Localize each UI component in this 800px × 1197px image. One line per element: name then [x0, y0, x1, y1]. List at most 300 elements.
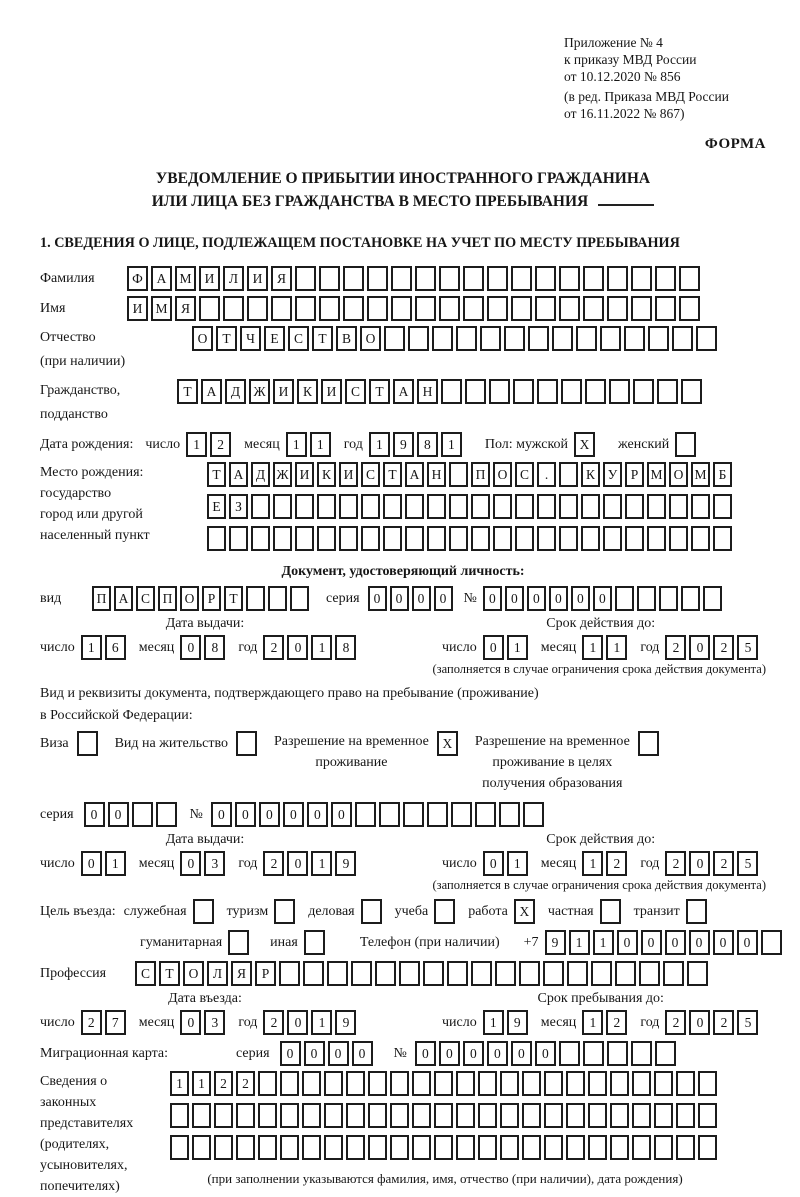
patronymic-char-box[interactable] — [648, 326, 669, 351]
representative-char-box[interactable] — [500, 1071, 519, 1096]
birth-place-char-box[interactable] — [361, 494, 380, 519]
representative-char-box[interactable] — [456, 1103, 475, 1128]
patronymic-char-box[interactable] — [528, 326, 549, 351]
surname-char-box[interactable] — [463, 266, 484, 291]
doc-valid-month-box[interactable]: 1 — [606, 635, 627, 660]
mc-number-box[interactable] — [607, 1041, 628, 1066]
residence-number-box[interactable]: 0 — [235, 802, 256, 827]
doc-kind-char-box[interactable]: А — [114, 586, 133, 611]
birth-place-char-box[interactable] — [339, 494, 358, 519]
given-name-char-box[interactable] — [559, 296, 580, 321]
given-name-char-box[interactable] — [415, 296, 436, 321]
patronymic-char-box[interactable]: Е — [264, 326, 285, 351]
patronymic-char-box[interactable]: С — [288, 326, 309, 351]
representative-char-box[interactable] — [412, 1103, 431, 1128]
representative-char-box[interactable] — [632, 1071, 651, 1096]
birth-place-char-box[interactable]: П — [471, 462, 490, 487]
representative-char-box[interactable] — [412, 1071, 431, 1096]
representative-char-box[interactable] — [676, 1103, 695, 1128]
profession-char-box[interactable]: Р — [255, 961, 276, 986]
representative-char-box[interactable] — [390, 1071, 409, 1096]
patronymic-char-box[interactable] — [696, 326, 717, 351]
representative-char-box[interactable] — [522, 1071, 541, 1096]
given-name-char-box[interactable] — [343, 296, 364, 321]
entry-month-box[interactable]: 3 — [204, 1010, 225, 1035]
representative-char-box[interactable] — [588, 1135, 607, 1160]
entry-year-box[interactable]: 2 — [263, 1010, 284, 1035]
birth-year-box[interactable]: 1 — [369, 432, 390, 457]
birth-place-char-box[interactable] — [559, 526, 578, 551]
given-name-char-box[interactable]: И — [127, 296, 148, 321]
residence-issue-day-box[interactable]: 0 — [81, 851, 102, 876]
citizenship-char-box[interactable] — [657, 379, 678, 404]
doc-kind-char-box[interactable]: Т — [224, 586, 243, 611]
profession-char-box[interactable] — [519, 961, 540, 986]
citizenship-char-box[interactable]: Т — [177, 379, 198, 404]
mc-series-box[interactable]: 0 — [328, 1041, 349, 1066]
doc-number-box[interactable]: 0 — [549, 586, 568, 611]
birth-year-box[interactable]: 1 — [441, 432, 462, 457]
entry-day-box[interactable]: 7 — [105, 1010, 126, 1035]
birth-place-char-box[interactable] — [537, 494, 556, 519]
doc-kind-char-box[interactable]: П — [92, 586, 111, 611]
profession-char-box[interactable] — [351, 961, 372, 986]
birth-place-char-box[interactable]: И — [295, 462, 314, 487]
doc-issue-year-box[interactable]: 2 — [263, 635, 284, 660]
given-name-char-box[interactable] — [607, 296, 628, 321]
surname-char-box[interactable] — [295, 266, 316, 291]
representative-char-box[interactable] — [434, 1135, 453, 1160]
doc-kind-char-box[interactable] — [290, 586, 309, 611]
representative-char-box[interactable] — [214, 1103, 233, 1128]
representative-char-box[interactable] — [588, 1071, 607, 1096]
surname-char-box[interactable]: Ф — [127, 266, 148, 291]
patronymic-char-box[interactable]: Ч — [240, 326, 261, 351]
surname-char-box[interactable] — [511, 266, 532, 291]
citizenship-char-box[interactable] — [537, 379, 558, 404]
doc-issue-month-box[interactable]: 8 — [204, 635, 225, 660]
mc-number-box[interactable] — [583, 1041, 604, 1066]
mc-number-box[interactable]: 0 — [487, 1041, 508, 1066]
birth-place-char-box[interactable] — [295, 494, 314, 519]
representative-char-box[interactable] — [456, 1135, 475, 1160]
phone-digit-box[interactable] — [761, 930, 782, 955]
profession-char-box[interactable] — [303, 961, 324, 986]
edu-residence-checkbox[interactable] — [638, 731, 659, 756]
phone-digit-box[interactable]: 0 — [737, 930, 758, 955]
representative-char-box[interactable] — [390, 1103, 409, 1128]
residence-valid-month-box[interactable]: 2 — [606, 851, 627, 876]
stay-month-box[interactable]: 1 — [582, 1010, 603, 1035]
citizenship-char-box[interactable]: Ж — [249, 379, 270, 404]
doc-issue-year-box[interactable]: 1 — [311, 635, 332, 660]
residence-number-box[interactable] — [427, 802, 448, 827]
stay-year-box[interactable]: 0 — [689, 1010, 710, 1035]
residence-issue-month-box[interactable]: 3 — [204, 851, 225, 876]
doc-valid-day-box[interactable]: 1 — [507, 635, 528, 660]
representative-char-box[interactable] — [522, 1135, 541, 1160]
birth-place-char-box[interactable]: Б — [713, 462, 732, 487]
representative-char-box[interactable] — [412, 1135, 431, 1160]
residence-series-box[interactable]: 0 — [84, 802, 105, 827]
doc-valid-year-box[interactable]: 2 — [665, 635, 686, 660]
birth-place-char-box[interactable] — [493, 526, 512, 551]
patronymic-char-box[interactable]: Т — [216, 326, 237, 351]
purpose-official-checkbox[interactable] — [193, 899, 214, 924]
birth-place-char-box[interactable]: Т — [207, 462, 226, 487]
residence-number-box[interactable]: 0 — [259, 802, 280, 827]
representative-char-box[interactable] — [632, 1103, 651, 1128]
given-name-char-box[interactable] — [463, 296, 484, 321]
stay-year-box[interactable]: 2 — [665, 1010, 686, 1035]
surname-char-box[interactable] — [559, 266, 580, 291]
birth-place-char-box[interactable]: Р — [625, 462, 644, 487]
birth-place-char-box[interactable]: А — [229, 462, 248, 487]
mc-series-box[interactable]: 0 — [352, 1041, 373, 1066]
representative-char-box[interactable] — [302, 1103, 321, 1128]
citizenship-char-box[interactable] — [441, 379, 462, 404]
representative-char-box[interactable] — [368, 1103, 387, 1128]
patronymic-char-box[interactable]: О — [192, 326, 213, 351]
given-name-char-box[interactable] — [679, 296, 700, 321]
doc-number-box[interactable] — [637, 586, 656, 611]
doc-number-box[interactable]: 0 — [505, 586, 524, 611]
doc-issue-day-box[interactable]: 6 — [105, 635, 126, 660]
doc-valid-year-box[interactable]: 2 — [713, 635, 734, 660]
birth-place-char-box[interactable] — [559, 462, 578, 487]
doc-series-box[interactable]: 0 — [390, 586, 409, 611]
doc-number-box[interactable]: 0 — [527, 586, 546, 611]
purpose-study-checkbox[interactable] — [434, 899, 455, 924]
patronymic-char-box[interactable] — [384, 326, 405, 351]
birth-place-char-box[interactable] — [713, 494, 732, 519]
mc-number-box[interactable]: 0 — [415, 1041, 436, 1066]
doc-series-box[interactable]: 0 — [368, 586, 387, 611]
residence-series-box[interactable] — [132, 802, 153, 827]
stay-year-box[interactable]: 5 — [737, 1010, 758, 1035]
citizenship-char-box[interactable]: А — [201, 379, 222, 404]
doc-number-box[interactable] — [659, 586, 678, 611]
patronymic-char-box[interactable]: Т — [312, 326, 333, 351]
residence-valid-year-box[interactable]: 2 — [665, 851, 686, 876]
patronymic-char-box[interactable] — [576, 326, 597, 351]
representative-char-box[interactable]: 2 — [214, 1071, 233, 1096]
representative-char-box[interactable] — [280, 1135, 299, 1160]
residence-issue-day-box[interactable]: 1 — [105, 851, 126, 876]
residence-number-box[interactable] — [379, 802, 400, 827]
profession-char-box[interactable] — [663, 961, 684, 986]
birth-place-char-box[interactable] — [405, 526, 424, 551]
citizenship-char-box[interactable]: И — [321, 379, 342, 404]
birth-place-char-box[interactable] — [603, 494, 622, 519]
representative-char-box[interactable] — [566, 1135, 585, 1160]
given-name-char-box[interactable] — [487, 296, 508, 321]
visa-checkbox[interactable] — [77, 731, 98, 756]
phone-digit-box[interactable]: 9 — [545, 930, 566, 955]
birth-place-char-box[interactable] — [559, 494, 578, 519]
residence-series-box[interactable]: 0 — [108, 802, 129, 827]
profession-char-box[interactable] — [543, 961, 564, 986]
surname-char-box[interactable]: Я — [271, 266, 292, 291]
doc-valid-month-box[interactable]: 1 — [582, 635, 603, 660]
residence-valid-year-box[interactable]: 0 — [689, 851, 710, 876]
birth-year-box[interactable]: 9 — [393, 432, 414, 457]
stay-year-box[interactable]: 2 — [713, 1010, 734, 1035]
birth-place-char-box[interactable]: С — [515, 462, 534, 487]
patronymic-char-box[interactable] — [432, 326, 453, 351]
doc-number-box[interactable]: 0 — [593, 586, 612, 611]
patronymic-char-box[interactable] — [456, 326, 477, 351]
purpose-transit-checkbox[interactable] — [686, 899, 707, 924]
representative-char-box[interactable] — [434, 1071, 453, 1096]
surname-char-box[interactable] — [487, 266, 508, 291]
representative-char-box[interactable] — [214, 1135, 233, 1160]
representative-char-box[interactable] — [698, 1103, 717, 1128]
phone-digit-box[interactable]: 0 — [617, 930, 638, 955]
mc-number-box[interactable] — [559, 1041, 580, 1066]
birth-place-char-box[interactable]: З — [229, 494, 248, 519]
residence-number-box[interactable] — [499, 802, 520, 827]
surname-char-box[interactable] — [607, 266, 628, 291]
patronymic-char-box[interactable]: О — [360, 326, 381, 351]
birth-place-char-box[interactable]: С — [361, 462, 380, 487]
representative-char-box[interactable]: 1 — [170, 1071, 189, 1096]
birth-place-char-box[interactable] — [317, 494, 336, 519]
birth-place-char-box[interactable] — [405, 494, 424, 519]
representative-char-box[interactable] — [478, 1135, 497, 1160]
citizenship-char-box[interactable]: Н — [417, 379, 438, 404]
representative-char-box[interactable] — [566, 1071, 585, 1096]
representative-char-box[interactable] — [346, 1071, 365, 1096]
representative-char-box[interactable] — [544, 1103, 563, 1128]
phone-digit-box[interactable]: 1 — [569, 930, 590, 955]
surname-char-box[interactable]: И — [247, 266, 268, 291]
birth-place-char-box[interactable]: Н — [427, 462, 446, 487]
birth-place-char-box[interactable] — [537, 526, 556, 551]
representative-char-box[interactable] — [544, 1135, 563, 1160]
representative-char-box[interactable] — [676, 1135, 695, 1160]
representative-char-box[interactable] — [522, 1103, 541, 1128]
residence-number-box[interactable] — [475, 802, 496, 827]
patronymic-char-box[interactable]: В — [336, 326, 357, 351]
mc-series-box[interactable]: 0 — [304, 1041, 325, 1066]
representative-char-box[interactable] — [654, 1103, 673, 1128]
birth-place-char-box[interactable]: Д — [251, 462, 270, 487]
profession-char-box[interactable]: С — [135, 961, 156, 986]
representative-char-box[interactable] — [478, 1071, 497, 1096]
doc-kind-char-box[interactable] — [246, 586, 265, 611]
representative-char-box[interactable] — [170, 1103, 189, 1128]
doc-number-box[interactable] — [703, 586, 722, 611]
representative-char-box[interactable] — [478, 1103, 497, 1128]
surname-char-box[interactable] — [679, 266, 700, 291]
doc-kind-char-box[interactable]: П — [158, 586, 177, 611]
residence-number-box[interactable] — [451, 802, 472, 827]
doc-valid-year-box[interactable]: 5 — [737, 635, 758, 660]
residence-issue-year-box[interactable]: 1 — [311, 851, 332, 876]
residence-valid-day-box[interactable]: 0 — [483, 851, 504, 876]
residence-issue-year-box[interactable]: 9 — [335, 851, 356, 876]
birth-place-char-box[interactable] — [251, 526, 270, 551]
surname-char-box[interactable] — [583, 266, 604, 291]
surname-char-box[interactable] — [631, 266, 652, 291]
birth-place-char-box[interactable] — [207, 526, 226, 551]
birth-place-char-box[interactable] — [273, 494, 292, 519]
citizenship-char-box[interactable] — [585, 379, 606, 404]
purpose-business-checkbox[interactable] — [361, 899, 382, 924]
doc-issue-day-box[interactable]: 1 — [81, 635, 102, 660]
birth-place-char-box[interactable]: Е — [207, 494, 226, 519]
doc-kind-char-box[interactable] — [268, 586, 287, 611]
birth-place-char-box[interactable] — [383, 526, 402, 551]
entry-day-box[interactable]: 2 — [81, 1010, 102, 1035]
birth-place-char-box[interactable] — [295, 526, 314, 551]
representative-char-box[interactable] — [610, 1071, 629, 1096]
mc-series-box[interactable]: 0 — [280, 1041, 301, 1066]
birth-place-char-box[interactable] — [669, 526, 688, 551]
representative-char-box[interactable] — [236, 1135, 255, 1160]
doc-number-box[interactable]: 0 — [571, 586, 590, 611]
purpose-other-checkbox[interactable] — [304, 930, 325, 955]
representative-char-box[interactable] — [324, 1071, 343, 1096]
birth-place-char-box[interactable] — [515, 526, 534, 551]
representative-char-box[interactable] — [302, 1071, 321, 1096]
given-name-char-box[interactable] — [271, 296, 292, 321]
citizenship-char-box[interactable] — [465, 379, 486, 404]
doc-issue-year-box[interactable]: 8 — [335, 635, 356, 660]
representative-char-box[interactable]: 2 — [236, 1071, 255, 1096]
surname-char-box[interactable] — [367, 266, 388, 291]
profession-char-box[interactable] — [327, 961, 348, 986]
stay-day-box[interactable]: 9 — [507, 1010, 528, 1035]
given-name-char-box[interactable] — [583, 296, 604, 321]
temp-residence-checkbox[interactable]: X — [437, 731, 458, 756]
doc-kind-char-box[interactable]: С — [136, 586, 155, 611]
phone-digit-box[interactable]: 0 — [641, 930, 662, 955]
birth-place-char-box[interactable] — [669, 494, 688, 519]
residence-number-box[interactable]: 0 — [283, 802, 304, 827]
given-name-char-box[interactable] — [247, 296, 268, 321]
profession-char-box[interactable] — [567, 961, 588, 986]
birth-place-char-box[interactable]: О — [493, 462, 512, 487]
representative-char-box[interactable] — [390, 1135, 409, 1160]
patronymic-char-box[interactable] — [408, 326, 429, 351]
surname-char-box[interactable] — [535, 266, 556, 291]
citizenship-char-box[interactable] — [681, 379, 702, 404]
birth-place-char-box[interactable]: А — [405, 462, 424, 487]
birth-place-char-box[interactable] — [229, 526, 248, 551]
birth-place-char-box[interactable]: И — [339, 462, 358, 487]
birth-place-char-box[interactable]: К — [317, 462, 336, 487]
patronymic-char-box[interactable] — [480, 326, 501, 351]
birth-place-char-box[interactable] — [603, 526, 622, 551]
surname-char-box[interactable]: А — [151, 266, 172, 291]
phone-digit-box[interactable]: 0 — [665, 930, 686, 955]
birth-place-char-box[interactable]: М — [691, 462, 710, 487]
representative-char-box[interactable] — [566, 1103, 585, 1128]
representative-char-box[interactable] — [302, 1135, 321, 1160]
doc-issue-year-box[interactable]: 0 — [287, 635, 308, 660]
profession-char-box[interactable]: Л — [207, 961, 228, 986]
doc-valid-year-box[interactable]: 0 — [689, 635, 710, 660]
doc-series-box[interactable]: 0 — [434, 586, 453, 611]
residence-number-box[interactable] — [403, 802, 424, 827]
birth-place-char-box[interactable]: . — [537, 462, 556, 487]
birth-place-char-box[interactable] — [581, 526, 600, 551]
residence-permit-checkbox[interactable] — [236, 731, 257, 756]
entry-month-box[interactable]: 0 — [180, 1010, 201, 1035]
birth-place-char-box[interactable] — [339, 526, 358, 551]
representative-char-box[interactable] — [192, 1103, 211, 1128]
given-name-char-box[interactable] — [439, 296, 460, 321]
patronymic-char-box[interactable] — [672, 326, 693, 351]
birth-place-char-box[interactable] — [493, 494, 512, 519]
purpose-humanitarian-checkbox[interactable] — [228, 930, 249, 955]
residence-number-box[interactable] — [355, 802, 376, 827]
entry-year-box[interactable]: 9 — [335, 1010, 356, 1035]
surname-char-box[interactable] — [391, 266, 412, 291]
doc-valid-day-box[interactable]: 0 — [483, 635, 504, 660]
birth-place-char-box[interactable]: К — [581, 462, 600, 487]
representative-char-box[interactable]: 1 — [192, 1071, 211, 1096]
surname-char-box[interactable]: Л — [223, 266, 244, 291]
doc-number-box[interactable]: 0 — [483, 586, 502, 611]
citizenship-char-box[interactable] — [633, 379, 654, 404]
birth-place-char-box[interactable] — [471, 494, 490, 519]
given-name-char-box[interactable] — [511, 296, 532, 321]
given-name-char-box[interactable] — [367, 296, 388, 321]
birth-place-char-box[interactable] — [449, 462, 468, 487]
surname-char-box[interactable] — [415, 266, 436, 291]
representative-char-box[interactable] — [610, 1135, 629, 1160]
birth-day-box[interactable]: 1 — [186, 432, 207, 457]
purpose-tourism-checkbox[interactable] — [274, 899, 295, 924]
mc-number-box[interactable]: 0 — [535, 1041, 556, 1066]
birth-place-char-box[interactable]: М — [647, 462, 666, 487]
representative-char-box[interactable] — [456, 1071, 475, 1096]
doc-issue-month-box[interactable]: 0 — [180, 635, 201, 660]
phone-digit-box[interactable]: 0 — [689, 930, 710, 955]
representative-char-box[interactable] — [324, 1135, 343, 1160]
given-name-char-box[interactable] — [655, 296, 676, 321]
birth-place-char-box[interactable] — [691, 526, 710, 551]
representative-char-box[interactable] — [500, 1135, 519, 1160]
profession-char-box[interactable] — [471, 961, 492, 986]
mc-number-box[interactable]: 0 — [439, 1041, 460, 1066]
birth-place-char-box[interactable] — [713, 526, 732, 551]
purpose-work-checkbox[interactable]: X — [514, 899, 535, 924]
representative-char-box[interactable] — [236, 1103, 255, 1128]
citizenship-char-box[interactable] — [609, 379, 630, 404]
representative-char-box[interactable] — [632, 1135, 651, 1160]
surname-char-box[interactable] — [439, 266, 460, 291]
birth-place-char-box[interactable]: У — [603, 462, 622, 487]
birth-place-char-box[interactable] — [427, 526, 446, 551]
mc-number-box[interactable] — [655, 1041, 676, 1066]
profession-char-box[interactable]: О — [183, 961, 204, 986]
representative-char-box[interactable] — [258, 1135, 277, 1160]
birth-place-char-box[interactable] — [515, 494, 534, 519]
residence-issue-month-box[interactable]: 0 — [180, 851, 201, 876]
residence-number-box[interactable]: 0 — [331, 802, 352, 827]
birth-place-char-box[interactable] — [383, 494, 402, 519]
surname-char-box[interactable]: И — [199, 266, 220, 291]
given-name-char-box[interactable]: М — [151, 296, 172, 321]
patronymic-char-box[interactable] — [504, 326, 525, 351]
surname-char-box[interactable] — [319, 266, 340, 291]
patronymic-char-box[interactable] — [624, 326, 645, 351]
representative-char-box[interactable] — [654, 1135, 673, 1160]
